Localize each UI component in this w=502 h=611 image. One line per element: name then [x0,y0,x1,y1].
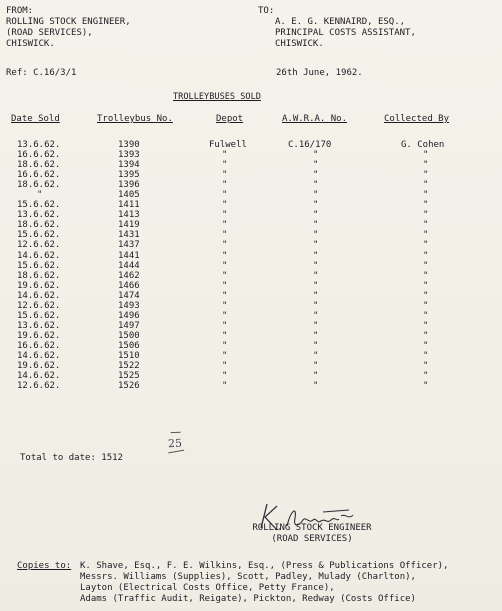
cell-trolleybus: 1413 [118,210,140,221]
cell-date: 12.6.62. [17,300,61,311]
cell-date: 13.6.62. [17,210,61,221]
cell-collected-by: " [423,220,429,231]
cell-collected-by: " [423,310,429,321]
cell-awra: " [313,270,319,281]
cell-depot: " [222,210,228,221]
cell-trolleybus: 1390 [118,140,140,150]
header-collected-by: Collected By [384,114,450,124]
column-depot [209,140,247,391]
cell-date: " [37,190,43,201]
cell-date: 14.6.62. [17,290,61,301]
cell-collected-by: " [423,280,429,291]
column-awra-no [288,140,331,391]
copies-line: Adams (Traffic Audit, Reigate), Pickton, Redway (Costs Office) [80,594,416,604]
header-awra-no: A.W.R.A. No. [282,114,348,124]
column-collected-by [401,140,444,391]
cell-awra: " [313,290,319,301]
total-to-date: Total to date: 1512 [20,453,123,463]
cell-trolleybus: 1419 [118,220,140,231]
from-line: (ROAD SERVICES), [6,28,93,38]
header-depot: Depot [216,114,244,124]
cell-trolleybus: 1431 [118,230,140,241]
cell-depot: " [222,220,228,231]
cell-collected-by: " [423,190,429,201]
cell-trolleybus: 1393 [118,150,140,161]
cell-collected-by: " [423,330,429,341]
signatory-line: (ROAD SERVICES) [271,534,353,544]
cell-trolleybus: 1526 [118,381,140,392]
cell-depot: " [222,381,228,392]
from-label: FROM: [6,6,34,16]
cell-collected-by: G. Cohen [401,140,445,150]
signatory-line: ROLLING STOCK ENGINEER [252,523,372,533]
cell-collected-by: " [423,350,429,361]
cell-collected-by: " [423,260,429,271]
cell-trolleybus: 1522 [118,361,140,372]
cell-depot: " [222,340,228,351]
cell-awra: " [313,250,319,261]
cell-collected-by: " [423,381,429,392]
cell-trolleybus: 1496 [118,310,140,321]
cell-collected-by: " [423,210,429,221]
cell-date: 14.6.62. [17,350,61,361]
cell-trolleybus: 1395 [118,170,140,181]
cell-depot: " [222,300,228,311]
handwritten-margin-note [168,438,182,449]
header-date-sold: Date Sold [11,114,60,124]
cell-trolleybus: 1466 [118,280,140,291]
cell-date: 16.6.62. [17,340,61,351]
cell-date: 16.6.62. [17,150,61,161]
cell-collected-by: " [423,200,429,211]
cell-collected-by: " [423,300,429,311]
cell-trolleybus: 1506 [118,340,140,351]
cell-trolleybus: 1493 [118,300,140,311]
cell-depot: " [222,350,228,361]
cell-awra: " [313,190,319,201]
cell-date: 19.6.62. [17,280,61,291]
header-trolleybus-no: Trolleybus No. [97,114,173,124]
cell-depot: " [222,190,228,201]
cell-collected-by: " [423,250,429,261]
cell-collected-by: " [423,290,429,301]
cell-awra: " [313,330,319,341]
cell-date: 19.6.62. [17,330,61,341]
copies-line: Messrs. Williams (Supplies), Scott, Padley, Mulady (Charlton), [80,572,416,582]
cell-trolleybus: 1462 [118,270,140,281]
cell-awra: C.16/170 [288,140,332,150]
cell-awra: " [313,210,319,221]
column-date-sold [17,140,60,391]
cell-depot: " [222,310,228,321]
cell-collected-by: " [423,180,429,191]
cell-awra: " [313,150,319,161]
cell-collected-by: " [423,160,429,171]
to-line: A. E. G. KENNAIRD, ESQ., [275,17,406,27]
cell-awra: " [313,340,319,351]
cell-depot: " [222,330,228,341]
cell-date: 16.6.62. [17,170,61,181]
cell-trolleybus: 1497 [118,320,140,331]
column-trolleybus-no [118,140,140,391]
to-block [275,17,416,50]
to-line: PRINCIPAL COSTS ASSISTANT, [275,28,416,38]
cell-trolleybus: 1411 [118,200,140,211]
cell-trolleybus: 1500 [118,330,140,341]
cell-trolleybus: 1441 [118,250,140,261]
cell-collected-by: " [423,170,429,181]
copies-to-label: Copies to: [17,561,72,571]
from-line: CHISWICK. [6,39,55,49]
cell-date: 18.6.62. [17,160,61,171]
cell-depot: Fulwell [209,140,247,150]
cell-depot: " [222,230,228,241]
cell-trolleybus: 1394 [118,160,140,171]
cell-date: 19.6.62. [17,361,61,372]
cell-awra: " [313,310,319,321]
cell-depot: " [222,200,228,211]
cell-date: 18.6.62. [17,270,61,281]
document-title: TROLLEYBUSES SOLD [173,92,261,102]
cell-collected-by: " [423,150,429,161]
cell-awra: " [313,361,319,372]
cell-collected-by: " [423,240,429,251]
cell-collected-by: " [423,230,429,241]
cell-trolleybus: 1525 [118,371,140,382]
cell-awra: " [313,300,319,311]
cell-date: 18.6.62. [17,220,61,231]
cell-collected-by: " [423,270,429,281]
cell-date: 15.6.62. [17,260,61,271]
cell-depot: " [222,240,228,251]
cell-collected-by: " [423,361,429,372]
cell-date: 14.6.62. [17,371,61,382]
cell-collected-by: " [423,340,429,351]
cell-depot: " [222,280,228,291]
cell-depot: " [222,150,228,161]
cell-date: 12.6.62. [17,240,61,251]
cell-date: 13.6.62. [17,140,61,150]
cell-awra: " [313,200,319,211]
cell-date: 15.6.62. [17,310,61,321]
cell-depot: " [222,170,228,181]
cell-awra: " [313,350,319,361]
cell-collected-by: " [423,320,429,331]
signatory-title [237,523,387,545]
cell-awra: " [313,160,319,171]
copies-line: Layton (Electrical Costs Office, Petty France), [80,583,335,593]
to-line: CHISWICK. [275,39,324,49]
cell-awra: " [313,220,319,231]
cell-awra: " [313,180,319,191]
cell-depot: " [222,290,228,301]
cell-awra: " [313,320,319,331]
cell-date: 18.6.62. [17,180,61,191]
from-line: ROLLING STOCK ENGINEER, [6,17,131,27]
cell-depot: " [222,320,228,331]
margin-note-stroke [171,432,181,433]
cell-trolleybus: 1396 [118,180,140,191]
cell-awra: " [313,381,319,392]
memo-date: 26th June, 1962. [276,68,363,78]
cell-date: 12.6.62. [17,381,61,392]
copies-line: K. Shave, Esq., F. E. Wilkins, Esq., (Press & Publications Officer), [80,561,449,571]
cell-awra: " [313,230,319,241]
cell-collected-by: " [423,371,429,382]
to-label: TO: [258,6,275,16]
cell-awra: " [313,280,319,291]
cell-depot: " [222,160,228,171]
cell-trolleybus: 1444 [118,260,140,271]
copies-to-list [80,561,448,605]
cell-trolleybus: 1437 [118,240,140,251]
cell-date: 13.6.62. [17,320,61,331]
reference-number: Ref: C.16/3/1 [6,68,77,78]
cell-awra: " [313,260,319,271]
cell-depot: " [222,371,228,382]
cell-trolleybus: 1510 [118,350,140,361]
cell-depot: " [222,250,228,261]
margin-note-text: 25 [167,436,183,451]
cell-date: 14.6.62. [17,250,61,261]
cell-depot: " [222,260,228,271]
cell-date: 15.6.62. [17,200,61,211]
cell-trolleybus: 1474 [118,290,140,301]
cell-awra: " [313,371,319,382]
cell-date: 15.6.62. [17,230,61,241]
cell-depot: " [222,270,228,281]
from-block [6,6,131,50]
cell-awra: " [313,240,319,251]
cell-trolleybus: 1405 [118,190,140,201]
cell-depot: " [222,180,228,191]
cell-awra: " [313,170,319,181]
cell-depot: " [222,361,228,372]
